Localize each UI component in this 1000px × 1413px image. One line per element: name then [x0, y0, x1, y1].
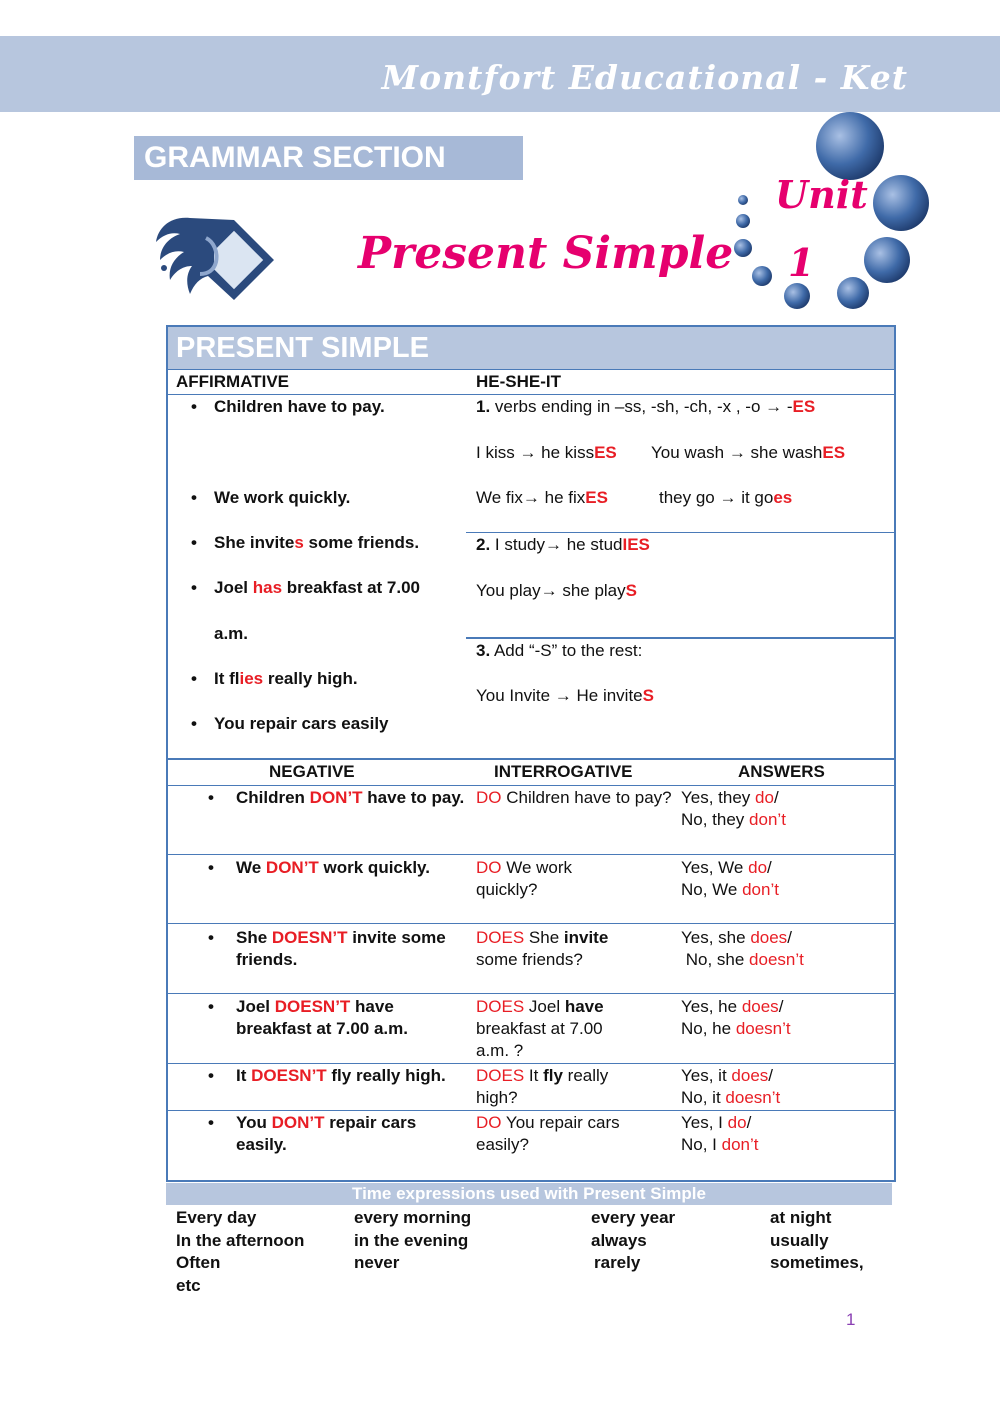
- section-label: GRAMMAR SECTION: [134, 136, 523, 180]
- negative-sentence: • You DON’T repair cars easily.: [236, 1112, 446, 1156]
- rule-2: 2. I study→ he studIES: [476, 535, 650, 554]
- col-he-she-it: HE-SHE-IT: [476, 372, 561, 391]
- interrogative-sentence: DO We work quickly?: [476, 858, 573, 899]
- divider: [168, 1110, 894, 1111]
- col-answers: ANSWERS: [738, 762, 825, 781]
- interrogative-sentence: DO Children have to pay?: [476, 788, 672, 807]
- page-title: Present Simple: [358, 228, 734, 279]
- divider: [466, 637, 894, 639]
- negative-sentence: • It DOESN’T fly really high.: [236, 1065, 466, 1087]
- rule-3: 3. Add “-S” to the rest:: [476, 641, 643, 660]
- rule-example: You wash → she washES: [651, 443, 846, 462]
- divider: [168, 394, 894, 395]
- affirmative-sentence: • You repair cars easily: [214, 713, 389, 735]
- affirmative-sentence: • We work quickly.: [214, 487, 350, 509]
- answer: Yes, she does/ No, she doesn’t: [681, 928, 804, 969]
- rule-example: I kiss → he kissES: [476, 443, 617, 462]
- negative-sentence: • Children DON’T have to pay.: [236, 787, 466, 809]
- affirmative-sentence-cont: a.m.: [214, 624, 249, 643]
- interrogative-sentence: DO You repair cars easily?: [476, 1113, 620, 1154]
- time-expression: usually: [770, 1231, 829, 1250]
- col-affirmative: AFFIRMATIVE: [176, 372, 290, 391]
- rule-example: You Invite → He inviteS: [476, 686, 654, 705]
- pointing-hand-icon: [150, 208, 280, 306]
- answer: Yes, they do/ No, they don’t: [681, 788, 786, 829]
- brand-title: Montfort Educational - Ket: [381, 58, 908, 97]
- divider: [168, 923, 894, 924]
- time-expression: Often: [176, 1253, 221, 1272]
- time-expression: Every day: [176, 1208, 257, 1227]
- answer: Yes, he does/ No, he doesn’t: [681, 997, 791, 1038]
- time-expression: every morning: [354, 1208, 472, 1227]
- divider: [168, 993, 894, 994]
- negative-sentence: • We DON’T work quickly.: [236, 857, 466, 879]
- rule-example: they go → it goes: [659, 488, 793, 507]
- time-expressions-heading: Time expressions used with Present Simple: [166, 1183, 892, 1205]
- interrogative-sentence: DOES She invite some friends?: [476, 928, 609, 969]
- table-heading: PRESENT SIMPLE: [168, 327, 894, 369]
- answer: Yes, I do/ No, I don’t: [681, 1113, 759, 1154]
- affirmative-sentence: • She invites some friends.: [214, 532, 419, 554]
- divider: [168, 758, 894, 760]
- col-negative: NEGATIVE: [269, 762, 355, 781]
- time-expression: never: [354, 1253, 400, 1272]
- time-expression: every year: [591, 1208, 676, 1227]
- negative-sentence: • She DOESN’T invite some friends.: [236, 927, 466, 971]
- affirmative-sentence: • Joel has breakfast at 7.00: [214, 577, 420, 599]
- divider: [168, 1063, 894, 1064]
- affirmative-sentence: • Children have to pay.: [214, 396, 385, 418]
- page-number: 1: [846, 1310, 856, 1329]
- rule-example: We fix→ he fixES: [476, 488, 608, 507]
- interrogative-sentence: DOES It fly really high?: [476, 1066, 609, 1107]
- time-expression: rarely: [594, 1253, 641, 1272]
- col-interrogative: INTERROGATIVE: [494, 762, 633, 781]
- divider: [168, 785, 894, 786]
- answer: Yes, it does/ No, it doesn’t: [681, 1066, 781, 1107]
- unit-number: 1: [788, 240, 815, 285]
- rule-1: 1. verbs ending in –ss, -sh, -ch, -x , -o → -ES: [476, 397, 816, 416]
- rule-example: You play→ she playS: [476, 581, 637, 600]
- negative-sentence: • Joel DOESN’T have breakfast at 7.00 a.m.: [236, 996, 446, 1040]
- divider: [168, 369, 894, 370]
- interrogative-sentence: DOES Joel have breakfast at 7.00 a.m. ?: [476, 997, 604, 1060]
- time-expression: always: [591, 1231, 647, 1250]
- unit-label: Unit: [775, 172, 868, 217]
- time-expression: sometimes,: [770, 1253, 864, 1272]
- divider: [466, 532, 894, 533]
- affirmative-sentence: • It flies really high.: [214, 668, 358, 690]
- time-expression: in the evening: [354, 1231, 469, 1250]
- time-expression: In the afternoon: [176, 1231, 305, 1250]
- divider: [168, 854, 894, 855]
- time-expression: etc: [176, 1276, 201, 1295]
- answer: Yes, We do/ No, We don’t: [681, 858, 779, 899]
- time-expression: at night: [770, 1208, 832, 1227]
